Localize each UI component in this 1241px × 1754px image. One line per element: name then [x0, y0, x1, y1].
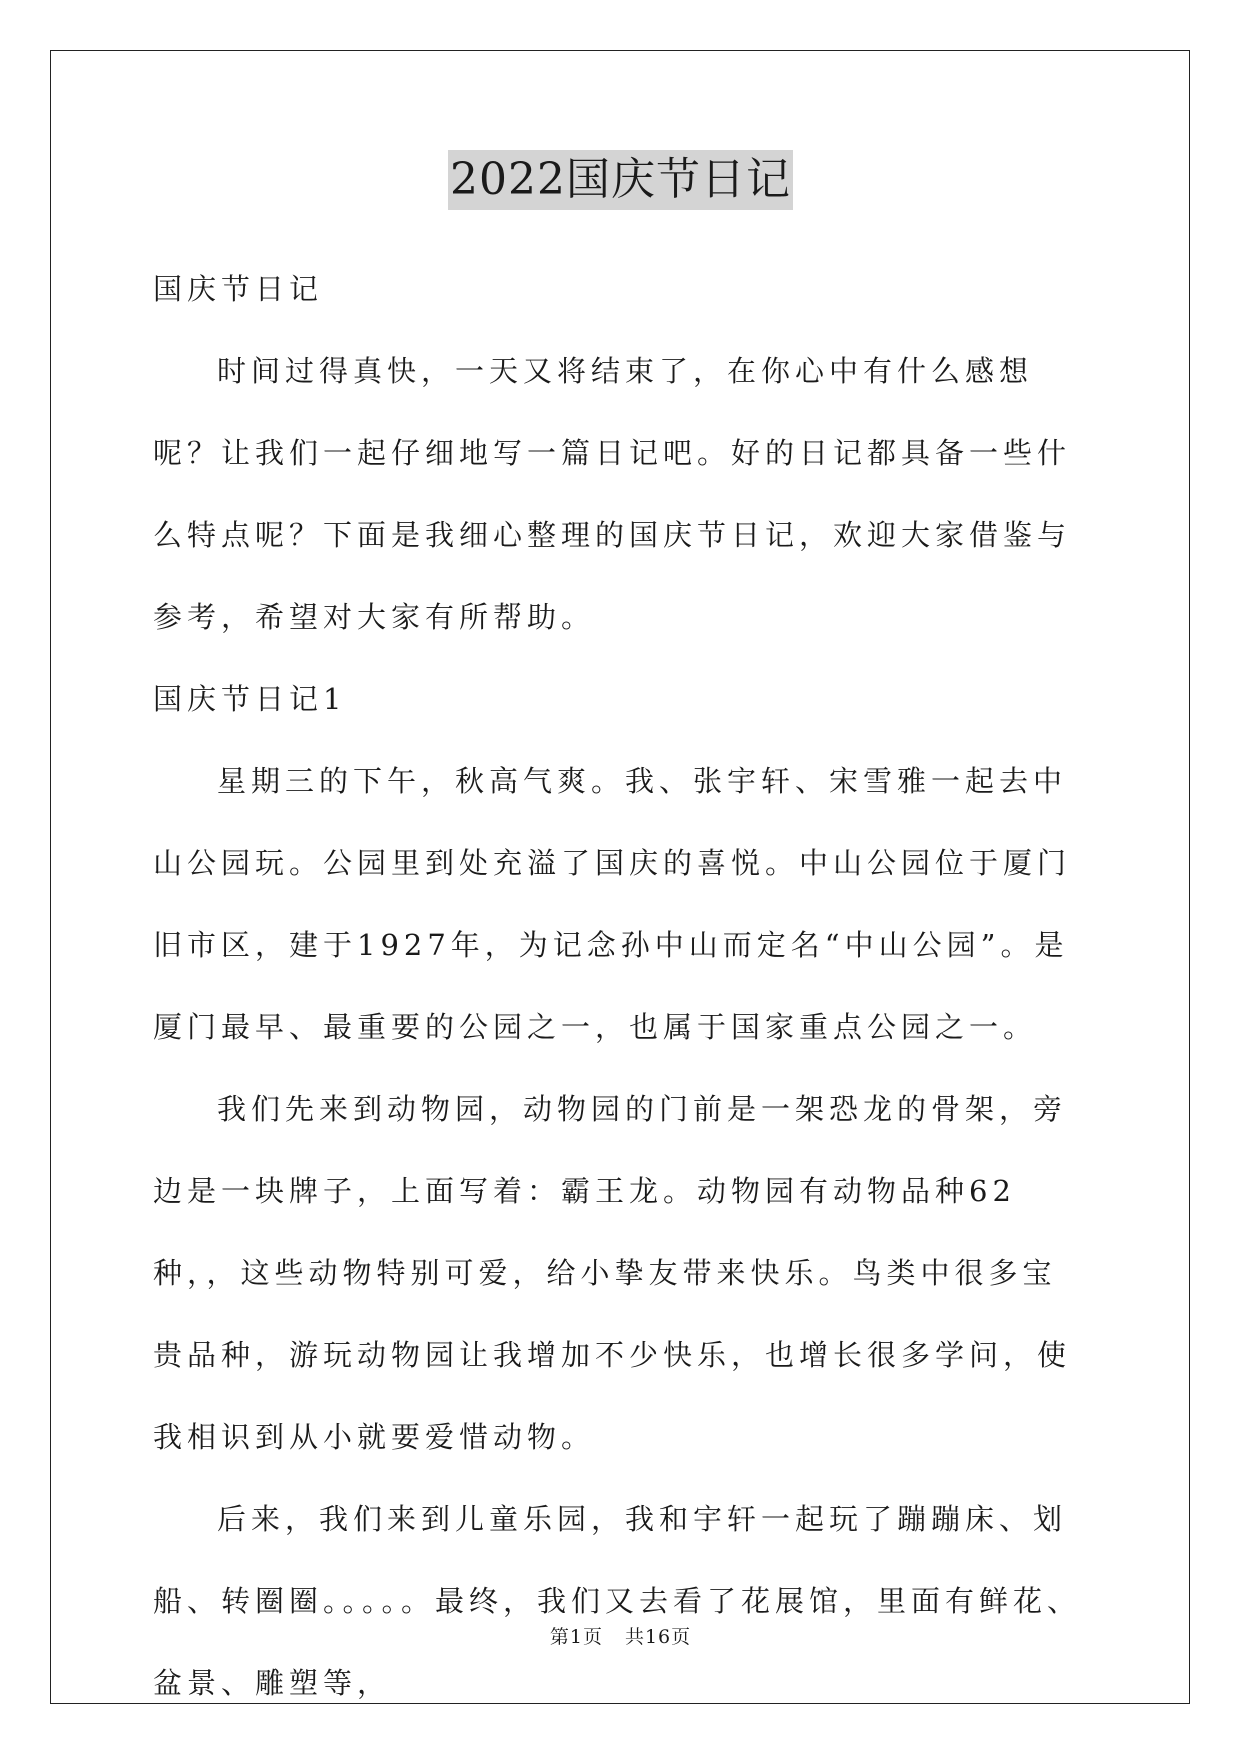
- intro-paragraph: 时间过得真快，一天又将结束了，在你心中有什么感想呢？让我们一起仔细地写一篇日记吧。好的日记都具备一些什么特点呢？下面是我细心整理的国庆节日记，欢迎大家借鉴与参考，希望对大家有所帮助。: [153, 354, 1072, 634]
- page-number: 第1页: [549, 1626, 603, 1648]
- page-total: 共16页: [624, 1626, 692, 1648]
- document-title: 2022国庆节日记: [448, 150, 793, 210]
- body-paragraph: 星期三的下午，秋高气爽。我、张宇轩、宋雪雅一起去中山公园玩。公园里到处充溢了国庆的喜悦。中山公园位于厦门旧市区，建于1927年，为记念孙中山而定名“中山公园”。是厦门最早、最重要的公园之一，也属于国家重点公园之一。: [153, 764, 1072, 1044]
- title-container: [0, 150, 1241, 210]
- document-body: [153, 248, 1088, 1724]
- section-heading: 国庆节日记1: [153, 682, 347, 716]
- page-footer: [0, 1622, 1241, 1649]
- section-heading: 国庆节日记: [153, 272, 324, 306]
- body-paragraph: 后来，我们来到儿童乐园，我和宇轩一起玩了蹦蹦床、划船、转圈圈。。。。。最终，我们又去看了花展馆，里面有鲜花、盆景、雕塑等，: [153, 1502, 1082, 1700]
- body-paragraph: 我们先来到动物园，动物园的门前是一架恐龙的骨架，旁边是一块牌子，上面写着：霸王龙。动物园有动物品种62种，，这些动物特别可爱，给小挚友带来快乐。鸟类中很多宝贵品种，游玩动物园让我增加不少快乐，也增长很多学问，使我相识到从小就要爱惜动物。: [153, 1092, 1072, 1454]
